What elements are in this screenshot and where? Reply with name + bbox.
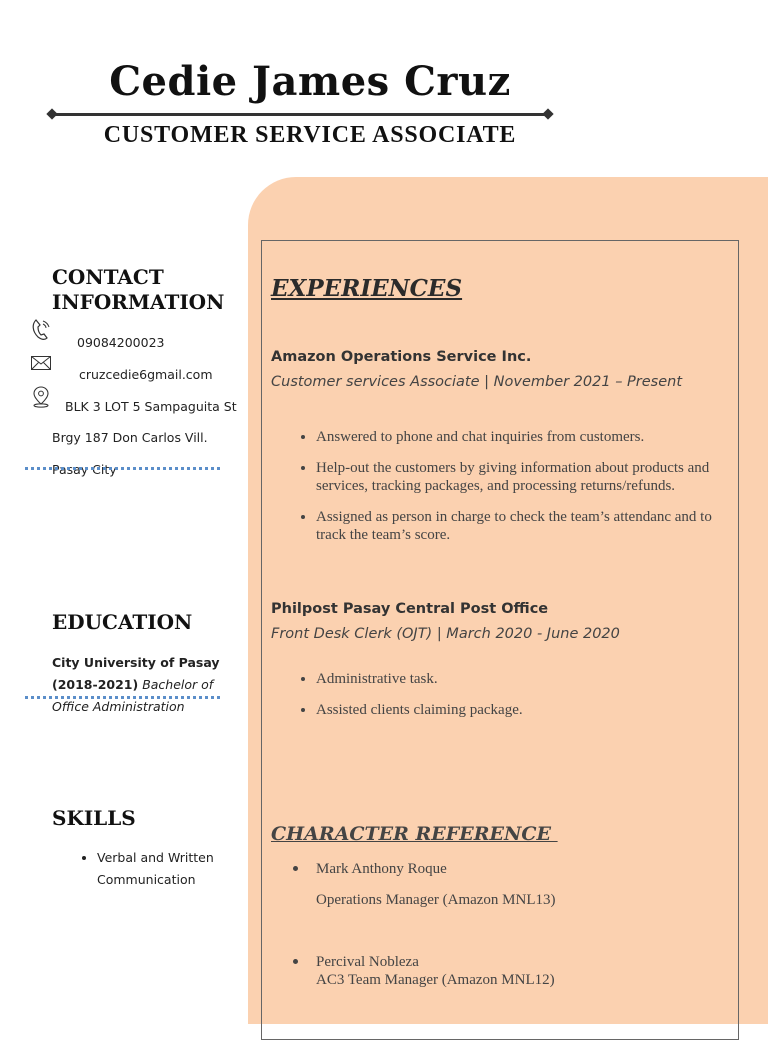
job-company: Amazon Operations Service Inc. (271, 349, 532, 365)
mail-icon (31, 356, 51, 370)
job-duties-list (271, 670, 716, 731)
reference-position: Operations Manager (Amazon MNL13) (316, 892, 556, 908)
job-duty: • Answered to phone and chat inquiries from customers. (316, 428, 716, 447)
job-title: CUSTOMER SERVICE ASSOCIATE (103, 122, 517, 148)
experiences-heading: EXPERIENCES (271, 275, 463, 302)
skills-heading: SKILLS (52, 806, 136, 830)
degree: Bachelor of Office Administration (52, 677, 214, 714)
job-role: Customer services Associate | November 2021 – Present (271, 374, 683, 390)
address-line-2: Brgy 187 Don Carlos Vill. (52, 430, 208, 445)
address-line-1: BLK 3 LOT 5 Sampaguita St (65, 399, 237, 414)
education-entry (52, 652, 246, 718)
email-address[interactable]: cruzcedie6gmail.com (79, 367, 213, 382)
job-duty: • Assigned as person in charge to check the team’s attendanc and to track the team’s score. (316, 508, 716, 545)
school-name: City University of Pasay (2018-2021) (52, 655, 220, 692)
job-role: Front Desk Clerk (OJT) | March 2020 - June 2020 (271, 626, 620, 642)
education-heading: EDUCATION (52, 610, 193, 634)
reference-bullet (293, 866, 298, 871)
skills-list (52, 847, 237, 891)
contact-dotted-divider (25, 467, 220, 470)
job-duty: • Administrative task. (316, 670, 716, 689)
reference-name: Mark Anthony Roque (316, 861, 447, 877)
reference-name: Percival Nobleza (316, 954, 419, 970)
skill-item: • Verbal and Written Communication (97, 847, 237, 891)
job-duties-list (271, 428, 716, 557)
job-company: Philpost Pasay Central Post Office (271, 601, 549, 617)
divider-left-diamond (46, 108, 57, 119)
location-pin-icon (32, 386, 50, 408)
reference-position: AC3 Team Manager (Amazon MNL12) (316, 972, 555, 988)
job-duty: • Assisted clients claiming package. (316, 701, 716, 720)
contact-heading: CONTACT INFORMATION (52, 265, 225, 314)
phone-icon (30, 318, 52, 342)
reference-bullet (293, 959, 298, 964)
divider-right-diamond (542, 108, 553, 119)
job-duty: • Help-out the customers by giving information about products and services, tracking packages, and processing returns/refunds. (316, 459, 716, 496)
candidate-name: Cedie James Cruz (109, 58, 511, 105)
address-line-3: Pasay City (52, 462, 117, 477)
education-dotted-divider (25, 696, 220, 699)
reference-heading: CHARACTER REFERENCE (271, 823, 558, 845)
header-divider (52, 113, 548, 116)
phone-number[interactable]: 09084200023 (77, 335, 165, 350)
